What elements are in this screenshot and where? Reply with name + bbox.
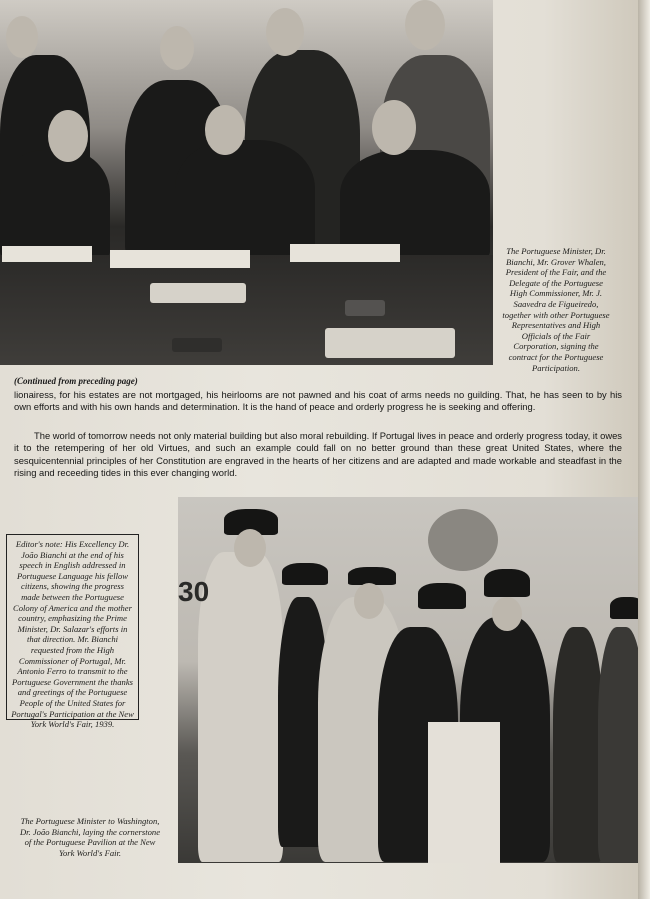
bottom-photo-caption: The Portuguese Minister to Washington, Dr. João Bianchi, laying the cornerstone of the Portuguese Pavilion at the New York World's Fair. <box>19 816 161 858</box>
top-photo-caption: The Portuguese Minister, Dr. Bianchi, Mr. Grover Whalen, President of the Fair, and the Delegate of the Portuguese High Commissioner, Mr. J. Saavedra de Figueiredo, together with other Portuguese Representatives and High Officials of the Fair Corporation, signing the contract for the Portuguese Participation. <box>502 246 610 373</box>
article-paragraph-2: The world of tomorrow needs not only material building but also moral rebuilding. If Portugal lives in peace and orderly progress today, it owes it to the retempering of her old Virtues, and such an example could fall on no better ground than these great United States, where the sesquicentennial principles of her Constitution are engraved in the hearts of her citizens and are adapted and made workable and steadfast in the rising and receeding tides in this ever changing world. <box>14 430 622 479</box>
photo-sign-number: 30 <box>178 576 210 607</box>
contract-signing-photo <box>0 0 493 365</box>
continued-label: (Continued from preceding page) <box>14 376 138 386</box>
editors-note-box: Editor's note: His Excellency Dr. João Bianchi at the end of his speech in English addressed in Portuguese Language his fellow citizens, showing the progress made between the Portuguese Colony of America and the mother country, emphasizing the Prime Minister, Dr. Salazar's efforts in that direction. Mr. Bianchi requested from the High Commissioner of Portugal, Mr. Antonio Ferro to transmit to the Portuguese Government the thanks and greetings of the Portuguese People of the United States for Portugal's Participation at the New York World's Fair, 1939. <box>6 534 139 720</box>
page-edge <box>638 0 650 899</box>
cornerstone-ceremony-photo <box>178 497 645 863</box>
article-paragraph-1: lionairess, for his estates are not mortgaged, his heirlooms are not pawned and his coat of arms needs no guilding. That, he has seen to by his own efforts and with his own hands and determination. It is the hand of peace and orderly progress he is seeking and offering. <box>14 389 622 413</box>
